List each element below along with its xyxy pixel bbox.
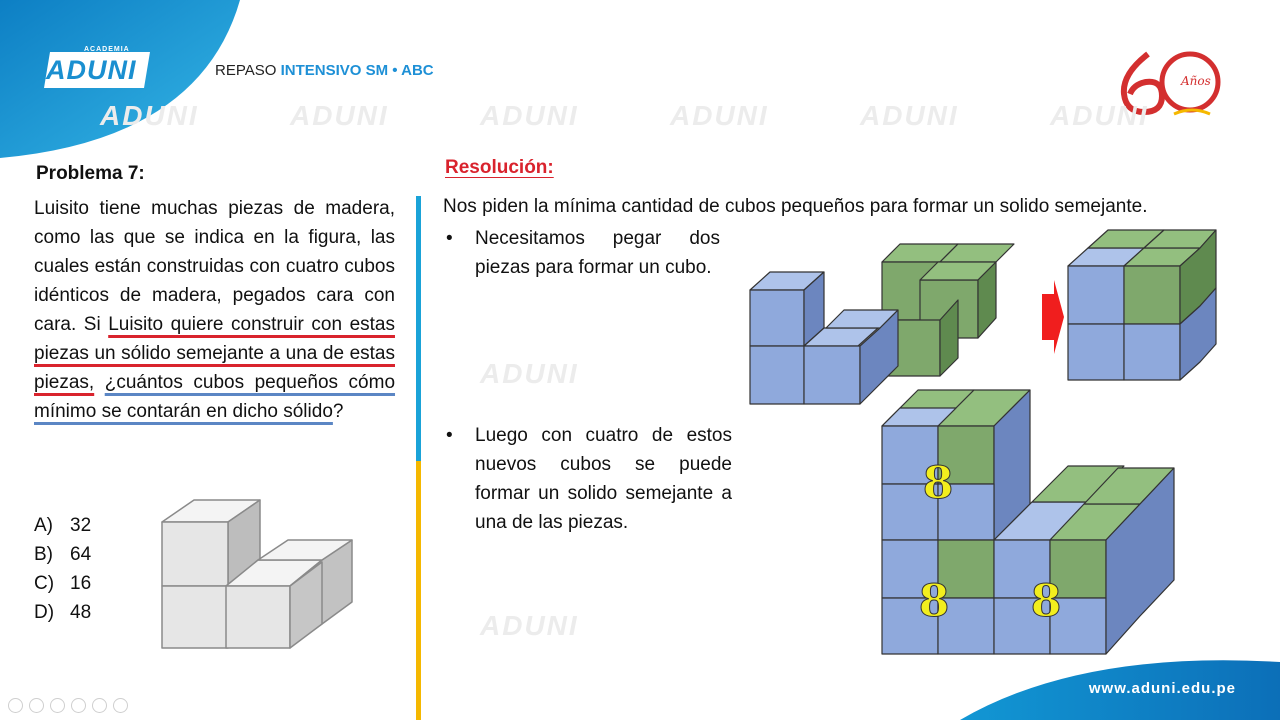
resolution-lead: Nos piden la mínima cantidad de cubos pequeños para formar un solido semejante. — [443, 196, 1148, 217]
zoom-icon[interactable] — [92, 698, 107, 713]
problem-statement — [34, 194, 395, 426]
more-icon[interactable] — [113, 698, 128, 713]
aduni-logo-text: ADUNI — [46, 55, 137, 85]
resolution-bullet-2: Luego con cuatro de estos nuevos cubos se puede formar un solido semejante a una de las piezas. — [475, 425, 732, 533]
option-value: 32 — [70, 515, 92, 536]
problem-text-blue-underlined: ¿cuántos cubos pequeños cómo mínimo se contarán en dicho sólido — [34, 372, 396, 422]
watermark: ADUNI — [290, 100, 389, 131]
divider-blue — [416, 196, 421, 461]
slides-icon[interactable] — [71, 698, 86, 713]
option-value: 48 — [70, 602, 92, 623]
divider-yellow — [416, 461, 421, 720]
watermark: ADUNI — [480, 610, 579, 641]
slide-toolbar — [8, 698, 134, 718]
answer-options — [34, 511, 91, 627]
option-letter: D) — [34, 602, 55, 623]
option-c[interactable] — [34, 569, 91, 598]
brand-small-label: ACADEMIA — [84, 46, 130, 53]
watermark: ADUNI — [1050, 100, 1149, 131]
next-slide-icon[interactable] — [29, 698, 44, 713]
two-pieces-figure — [746, 240, 1016, 410]
bullet-dot: • — [446, 425, 453, 446]
wooden-piece-figure — [156, 496, 360, 656]
header-title-prefix: REPASO — [215, 62, 277, 79]
option-a[interactable] — [34, 511, 91, 540]
option-b[interactable] — [34, 540, 91, 569]
watermark: ADUNI — [100, 100, 199, 131]
option-letter: C) — [34, 573, 55, 594]
pen-icon[interactable] — [50, 698, 65, 713]
header-title-bold: INTENSIVO SM • ABC — [280, 62, 434, 79]
cube-count-label: 8 — [922, 458, 954, 509]
watermark: ADUNI — [670, 100, 769, 131]
problem-text-end: ? — [332, 401, 344, 422]
assembled-cube-figure — [1066, 228, 1218, 384]
option-value: 16 — [70, 573, 92, 594]
similar-solid-figure — [878, 386, 1178, 658]
watermark: ADUNI — [480, 100, 579, 131]
red-arrow-icon — [1040, 280, 1064, 354]
option-value: 64 — [70, 544, 92, 565]
resolution-bullet-1: Necesitamos pegar dos piezas para formar un cubo. — [475, 228, 720, 278]
website-url[interactable]: www.aduni.edu.pe — [1088, 680, 1236, 697]
problem-title: Problema 7: — [36, 163, 145, 184]
page-header-title — [215, 62, 434, 79]
prev-slide-icon[interactable] — [8, 698, 23, 713]
problem-text-red-underlined: Luisito quiere construir con estas piezas un sólido semejante a una de estas piezas, — [34, 314, 395, 393]
option-letter: B) — [34, 544, 53, 565]
watermark: ADUNI — [860, 100, 959, 131]
option-letter: A) — [34, 515, 53, 536]
anniversary-label: Años — [1181, 74, 1211, 88]
option-d[interactable] — [34, 598, 91, 627]
watermark: ADUNI — [480, 358, 579, 389]
problem-text-plain: Luisito tiene muchas piezas de madera, como las que se indica en la figura, las cuales están construidas con cuatro cubos idénticos de madera, pegados cara con cara. Si — [34, 198, 395, 335]
cube-count-label: 8 — [918, 576, 950, 627]
resolution-title: Resolución: — [445, 157, 554, 178]
cube-count-label: 8 — [1030, 576, 1062, 627]
bullet-dot: • — [446, 228, 453, 249]
